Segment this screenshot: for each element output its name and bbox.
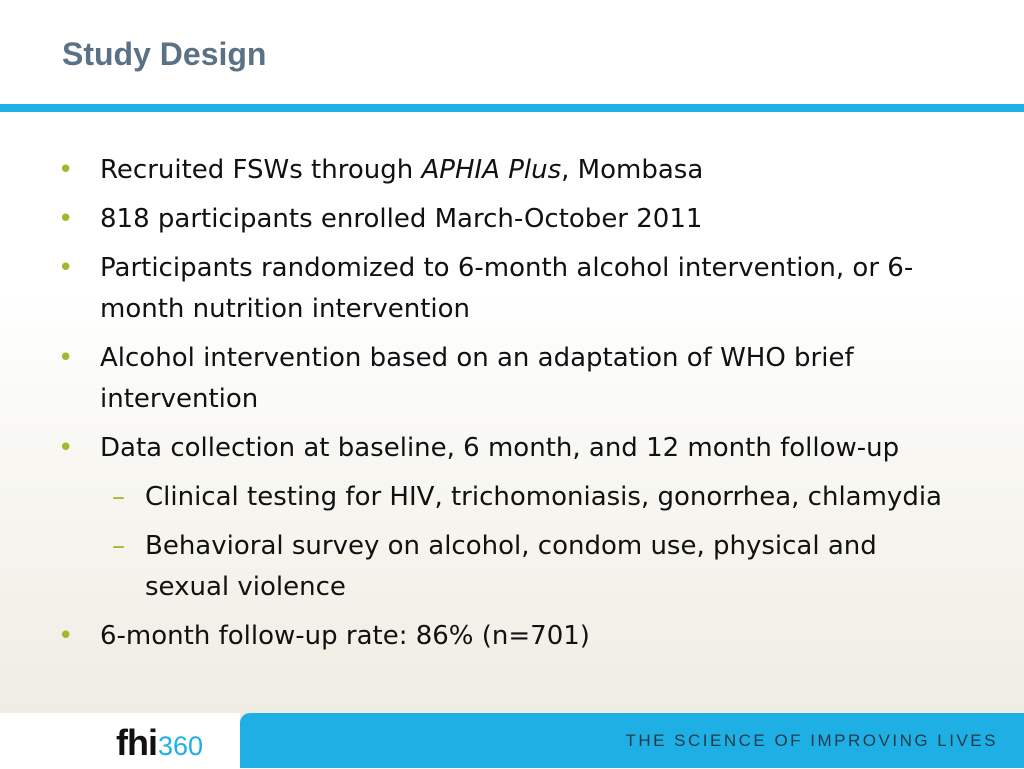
bullet-text: Behavioral survey on alcohol, condom use, physical and sexual violence (145, 531, 877, 602)
bullet-text: Clinical testing for HIV, trichomoniasis, gonorrhea, chlamydia (145, 482, 942, 512)
footer-band (240, 713, 1024, 768)
bullet-marker: • (58, 433, 74, 463)
bullet-text: Alcohol intervention based on an adaptation of WHO brief intervention (100, 343, 854, 414)
bullet-text: Recruited FSWs through (100, 155, 422, 185)
bullet-text: 6-month follow-up rate: 86% (n=701) (100, 621, 590, 651)
bullet-item (0, 248, 960, 330)
bullet-item (0, 428, 960, 469)
slide-title: Study Design (62, 36, 267, 72)
bullet-text: Data collection at baseline, 6 month, and 12 month follow-up (100, 433, 900, 463)
bullet-marker: • (58, 621, 74, 651)
bullet-text: , Mombasa (561, 155, 704, 185)
fhi360-logo (116, 722, 204, 769)
logo-text: fhi (116, 722, 157, 763)
bullet-list (0, 150, 1024, 665)
bullet-item (0, 616, 960, 657)
bullet-text: Participants randomized to 6-month alcohol intervention, or 6-month nutrition intervention (100, 253, 914, 324)
italic-text: APHIA Plus (421, 155, 562, 185)
bullet-marker: • (58, 204, 74, 234)
bullet-item (0, 338, 960, 420)
bullet-marker: • (58, 155, 74, 185)
sub-bullet-item (0, 477, 945, 518)
logo-number: 360 (157, 731, 204, 761)
bullet-text: 818 participants enrolled March-October 2011 (100, 204, 703, 234)
footer-tagline: THE SCIENCE OF IMPROVING LIVES (625, 731, 998, 750)
sub-bullet-item (0, 526, 945, 608)
bullet-marker: • (58, 343, 74, 373)
dash-marker: – (112, 482, 125, 512)
bullet-item (0, 150, 960, 191)
title-divider (0, 104, 1024, 112)
bullet-item (0, 199, 960, 240)
bullet-marker: • (58, 253, 74, 283)
dash-marker: – (112, 531, 125, 561)
